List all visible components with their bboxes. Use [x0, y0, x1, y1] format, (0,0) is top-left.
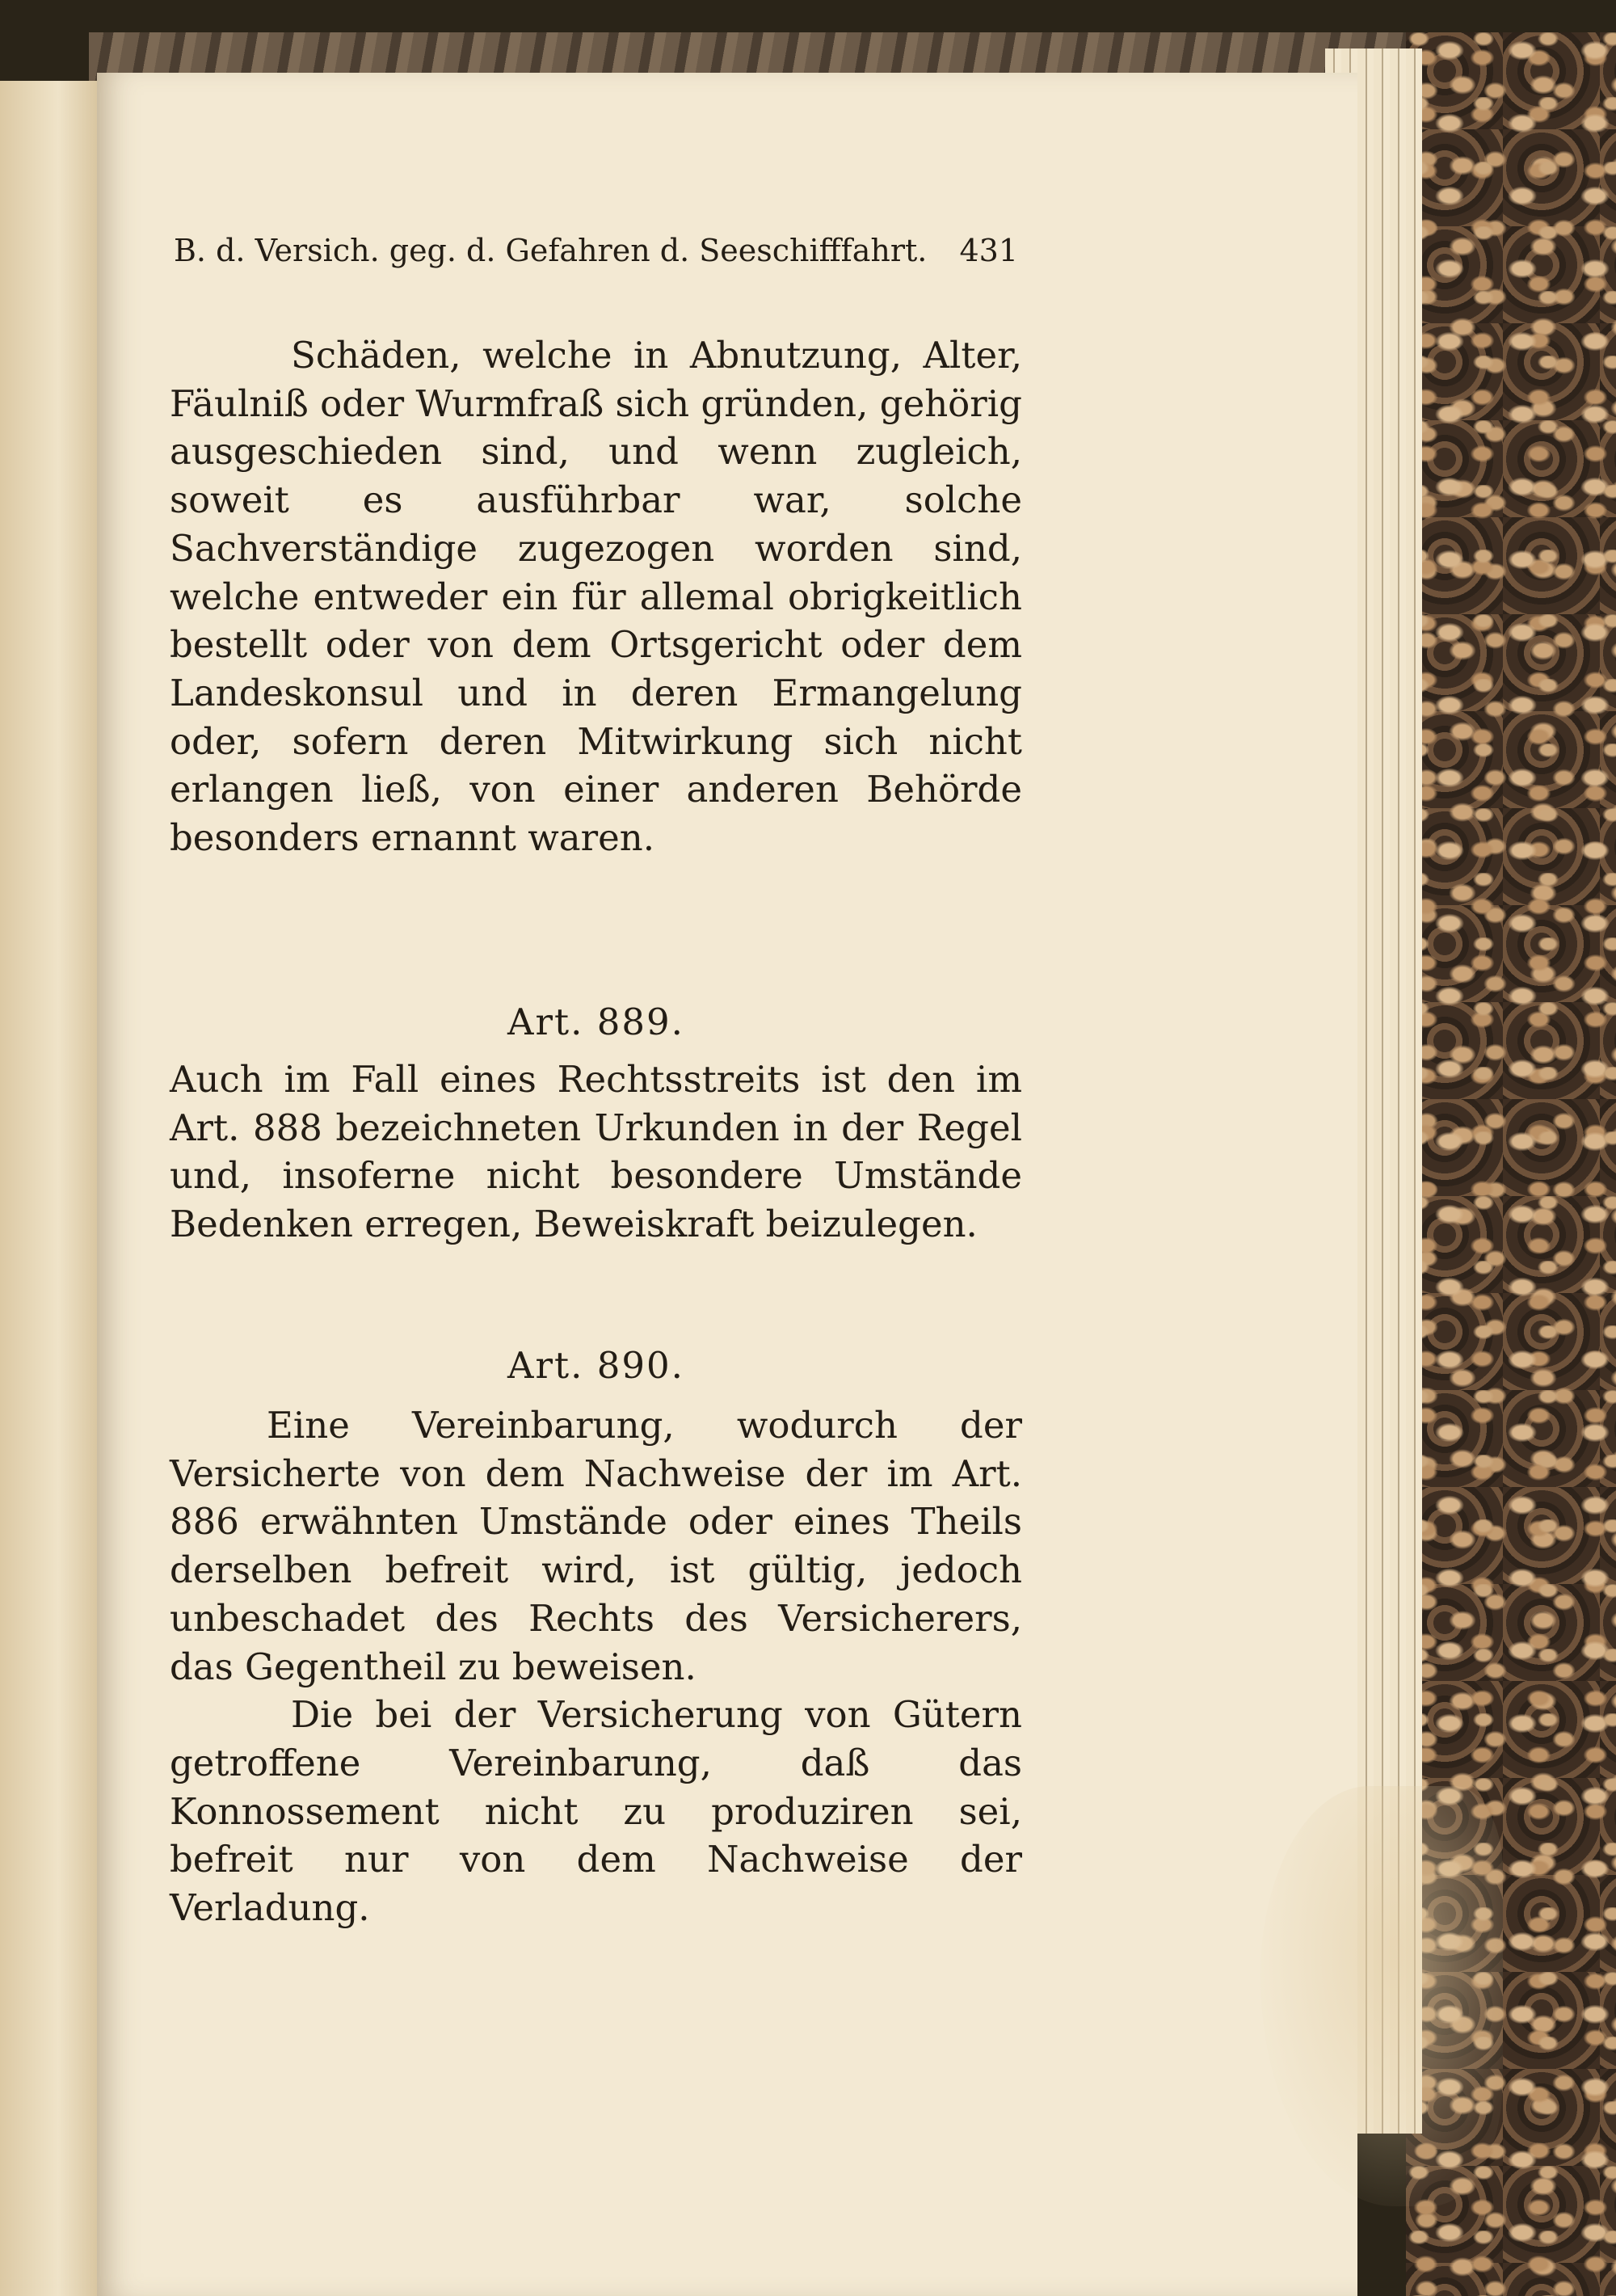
paragraph-text: Auch im Fall eines Rechtsstreits ist den im Art. 888 bezeichneten Urkunden in der Regel und, insoferne nicht besondere Umstände Bedenken erregen, Beweiskraft beizulegen.: [170, 1058, 1022, 1246]
paragraph-continuation: [170, 331, 1022, 862]
paragraph-text: Eine Vereinbarung, wodurch der Versicherte von dem Nachweise der im Art. 886 erwähnten Umstände oder eines Theils derselben befreit wird, ist gültig, jedoch unbeschadet des Rechts des Versicherers, das Gegentheil zu beweisen.: [170, 1404, 1022, 1688]
paragraph-text: Schäden, welche in Abnutzung, Alter, Fäulniß oder Wurmfraß sich gründen, gehörig ausgeschieden sind, und wenn zugleich, soweit es ausführbar war, solche Sachverständige zugezogen worden sind, welche entweder ein für allemal obrigkeitlich bestellt oder von dem Ortsgericht oder dem Landeskonsul und in deren Ermangelung oder, sofern deren Mitwirkung sich nicht erlangen ließ, von einer anderen Behörde besonders ernannt waren.: [170, 334, 1022, 860]
running-header: [174, 233, 1018, 278]
paragraph-art-889: [170, 1055, 1022, 1249]
article-heading: Art. 889.: [507, 1001, 684, 1043]
running-title: B. d. Versich. geg. d. Gefahren d. Seeschifffahrt.: [174, 233, 928, 268]
page-number: 431: [959, 233, 1018, 268]
paragraph-text: Die bei der Versicherung von Gütern getroffene Vereinbarung, daß das Konnossement nicht zu produziren sei, befreit nur von dem Nachweise der Verladung.: [170, 1693, 1022, 1930]
paper-stain: [1260, 1786, 1503, 2206]
article-heading: Art. 890.: [507, 1344, 684, 1387]
paragraph-art-890: [170, 1401, 1022, 1932]
left-page-edge: [0, 81, 97, 2296]
